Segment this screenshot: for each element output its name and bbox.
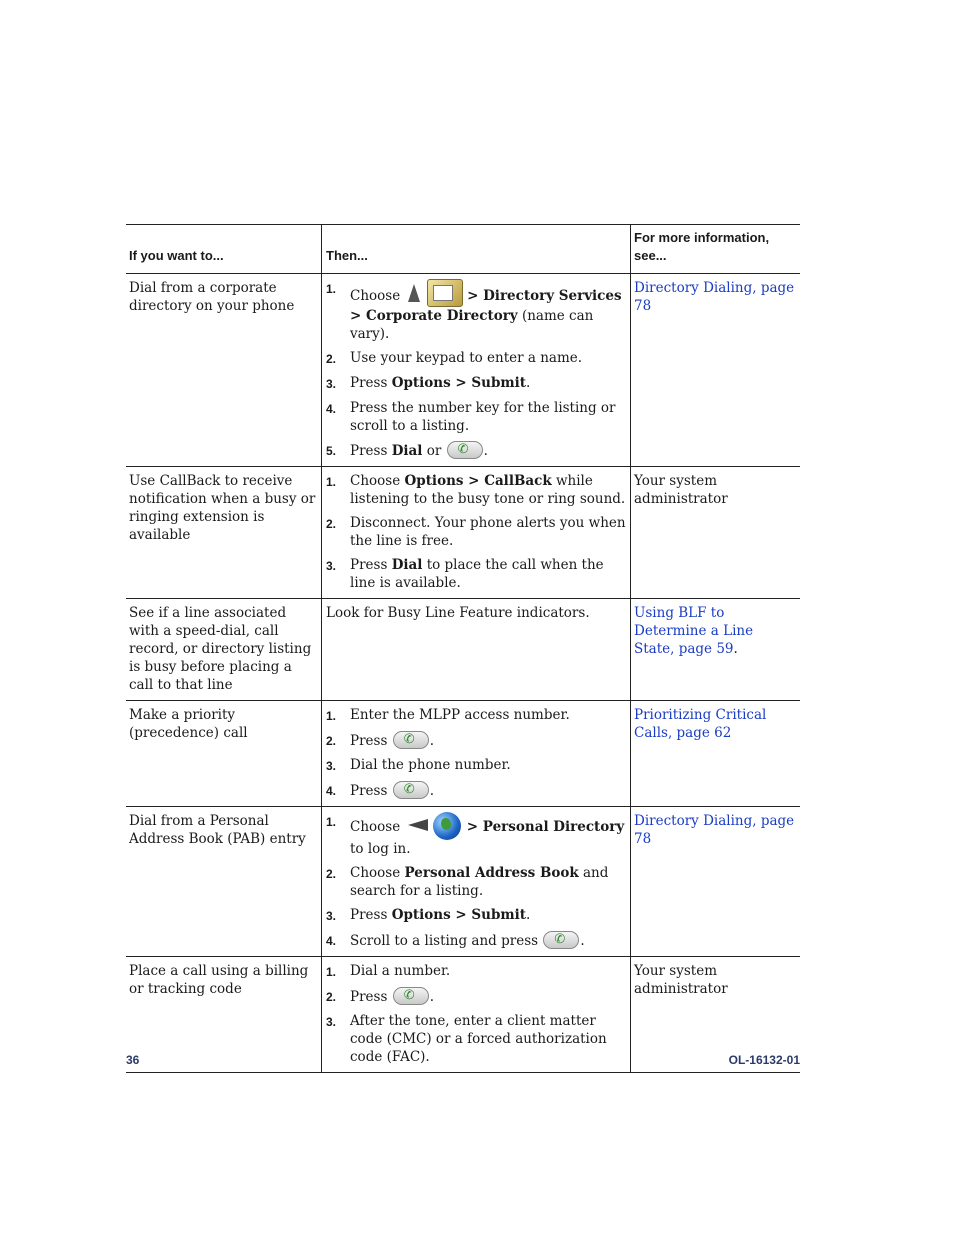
step	[326, 864, 626, 900]
info-cell	[631, 807, 800, 956]
step-number: 5.	[326, 444, 337, 458]
step-text: .	[526, 375, 531, 391]
softkey-dial: Dial	[391, 557, 423, 573]
step	[326, 812, 626, 858]
header-info: For more information, see...	[634, 230, 770, 263]
menu-path: > Directory Services > Corporate Directory	[350, 288, 622, 324]
info-cell	[631, 701, 800, 806]
want-cell: Make a priority (precedence) call	[126, 701, 322, 806]
step-text: Choose	[350, 288, 401, 304]
nav-left-icon	[408, 819, 428, 831]
want-cell: Place a call using a billing or tracking code	[126, 957, 322, 1072]
softkey-path: Options > Submit	[391, 375, 527, 391]
call-button-icon	[447, 441, 483, 459]
step-number: 2.	[326, 734, 337, 748]
want-cell: See if a line associated with a speed-dial, call record, or directory listing is busy before placing a call to that line	[126, 599, 322, 700]
step	[326, 556, 626, 592]
step	[326, 1012, 626, 1066]
step	[326, 279, 626, 343]
table-row	[126, 467, 800, 599]
info-link[interactable]: Directory Dialing, page 78	[634, 280, 795, 314]
step-text: .	[580, 933, 585, 949]
table-row	[126, 807, 800, 957]
step-text: Choose	[350, 819, 401, 835]
info-cell: Your system administrator	[634, 473, 728, 507]
step-number: 1.	[326, 475, 337, 489]
step	[326, 374, 626, 393]
call-button-icon	[543, 931, 579, 949]
menu-path: > Personal Directory	[466, 819, 625, 835]
step-text: (name can vary).	[350, 308, 594, 342]
info-cell	[631, 599, 800, 700]
table-row	[126, 274, 800, 467]
step-text: .	[429, 989, 434, 1005]
then-cell	[322, 957, 631, 1072]
table-row	[126, 701, 800, 807]
call-button-icon	[393, 781, 429, 799]
info-link[interactable]: Prioritizing Critical Calls, page 62	[634, 707, 767, 741]
step	[326, 962, 626, 981]
then-cell	[322, 701, 631, 806]
then-cell	[322, 467, 631, 598]
step-text: Press	[350, 989, 388, 1005]
step-number: 4.	[326, 402, 337, 416]
step-text: After the tone, enter a client matter code (CMC) or a forced authorization code (FAC).	[350, 1013, 607, 1065]
step-text: .	[429, 733, 434, 749]
step	[326, 781, 626, 800]
page-number: 36	[126, 1053, 140, 1067]
step-number: 1.	[326, 282, 337, 296]
step-text: or	[422, 443, 446, 459]
step-text: Press	[350, 443, 392, 459]
table-header-row	[126, 225, 800, 274]
step	[326, 987, 626, 1006]
step	[326, 731, 626, 750]
step-number: 1.	[326, 709, 337, 723]
menu-item: Personal Address Book	[404, 865, 579, 881]
call-button-icon	[393, 987, 429, 1005]
step-text: .	[526, 907, 531, 923]
step-number: 3.	[326, 909, 337, 923]
step-text: Dial the phone number.	[350, 757, 511, 773]
step-text: Scroll to a listing and press	[350, 933, 539, 949]
step-number: 2.	[326, 517, 337, 531]
softkey-path: Options > Submit	[391, 907, 527, 923]
info-cell: Your system administrator	[634, 963, 728, 997]
step	[326, 514, 626, 550]
want-cell: Dial from a Personal Address Book (PAB) entry	[126, 807, 322, 956]
then-cell	[322, 274, 631, 466]
step-text: Press	[350, 375, 392, 391]
step	[326, 472, 626, 508]
want-cell: Use CallBack to receive notification when a busy or ringing extension is available	[126, 467, 322, 598]
step	[326, 931, 626, 950]
globe-icon	[433, 812, 461, 840]
step-text: Enter the MLPP access number.	[350, 707, 570, 723]
table-row	[126, 599, 800, 701]
call-button-icon	[393, 731, 429, 749]
step-number: 3.	[326, 1015, 337, 1029]
step-number: 3.	[326, 759, 337, 773]
step-text: Disconnect. Your phone alerts you when the line is free.	[350, 515, 626, 549]
step-number: 2.	[326, 352, 337, 366]
step	[326, 706, 626, 725]
then-cell	[322, 807, 631, 956]
step-text: while listening to the busy tone or ring sound.	[350, 473, 626, 507]
step-text: Press	[350, 907, 392, 923]
step-number: 3.	[326, 559, 337, 573]
step-text: Press	[350, 733, 388, 749]
step	[326, 349, 626, 368]
step-number: 4.	[326, 784, 337, 798]
table-row	[126, 957, 800, 1072]
header-then: Then...	[322, 225, 631, 273]
step-text: Press the number key for the listing or scroll to a listing.	[350, 400, 616, 434]
step-number: 4.	[326, 934, 337, 948]
step-text: Use your keypad to enter a name.	[350, 350, 583, 366]
step-text: to log in.	[350, 841, 411, 857]
step-number: 3.	[326, 377, 337, 391]
step-number: 1.	[326, 965, 337, 979]
softkey-path: Options > CallBack	[404, 473, 552, 489]
step-text: Choose	[350, 865, 405, 881]
step	[326, 441, 626, 460]
info-link[interactable]: Using BLF to Determine a Line State, page 59	[634, 605, 754, 657]
step	[326, 906, 626, 925]
step-text: Choose	[350, 473, 405, 489]
feature-table	[126, 224, 800, 1073]
directory-icon	[427, 279, 463, 307]
step-text: and search for a listing.	[350, 865, 609, 899]
step-text: Press	[350, 557, 392, 573]
info-cell	[631, 274, 800, 466]
nav-up-icon	[408, 284, 420, 302]
then-cell: Look for Busy Line Feature indicators.	[322, 599, 631, 700]
step	[326, 756, 626, 775]
step-text: .	[429, 783, 434, 799]
step-text: Dial a number.	[350, 963, 451, 979]
step	[326, 399, 626, 435]
step-number: 1.	[326, 815, 337, 829]
info-link[interactable]: Directory Dialing, page 78	[634, 813, 795, 847]
step-text: Press	[350, 783, 388, 799]
info-suffix: .	[733, 641, 738, 657]
document-id: OL-16132-01	[728, 1053, 800, 1067]
header-want: If you want to...	[126, 225, 322, 273]
step-text: to place the call when the line is available.	[350, 557, 604, 591]
step-number: 2.	[326, 867, 337, 881]
step-number: 2.	[326, 990, 337, 1004]
softkey-dial: Dial	[391, 443, 423, 459]
want-cell: Dial from a corporate directory on your phone	[126, 274, 322, 466]
step-text: .	[483, 443, 488, 459]
